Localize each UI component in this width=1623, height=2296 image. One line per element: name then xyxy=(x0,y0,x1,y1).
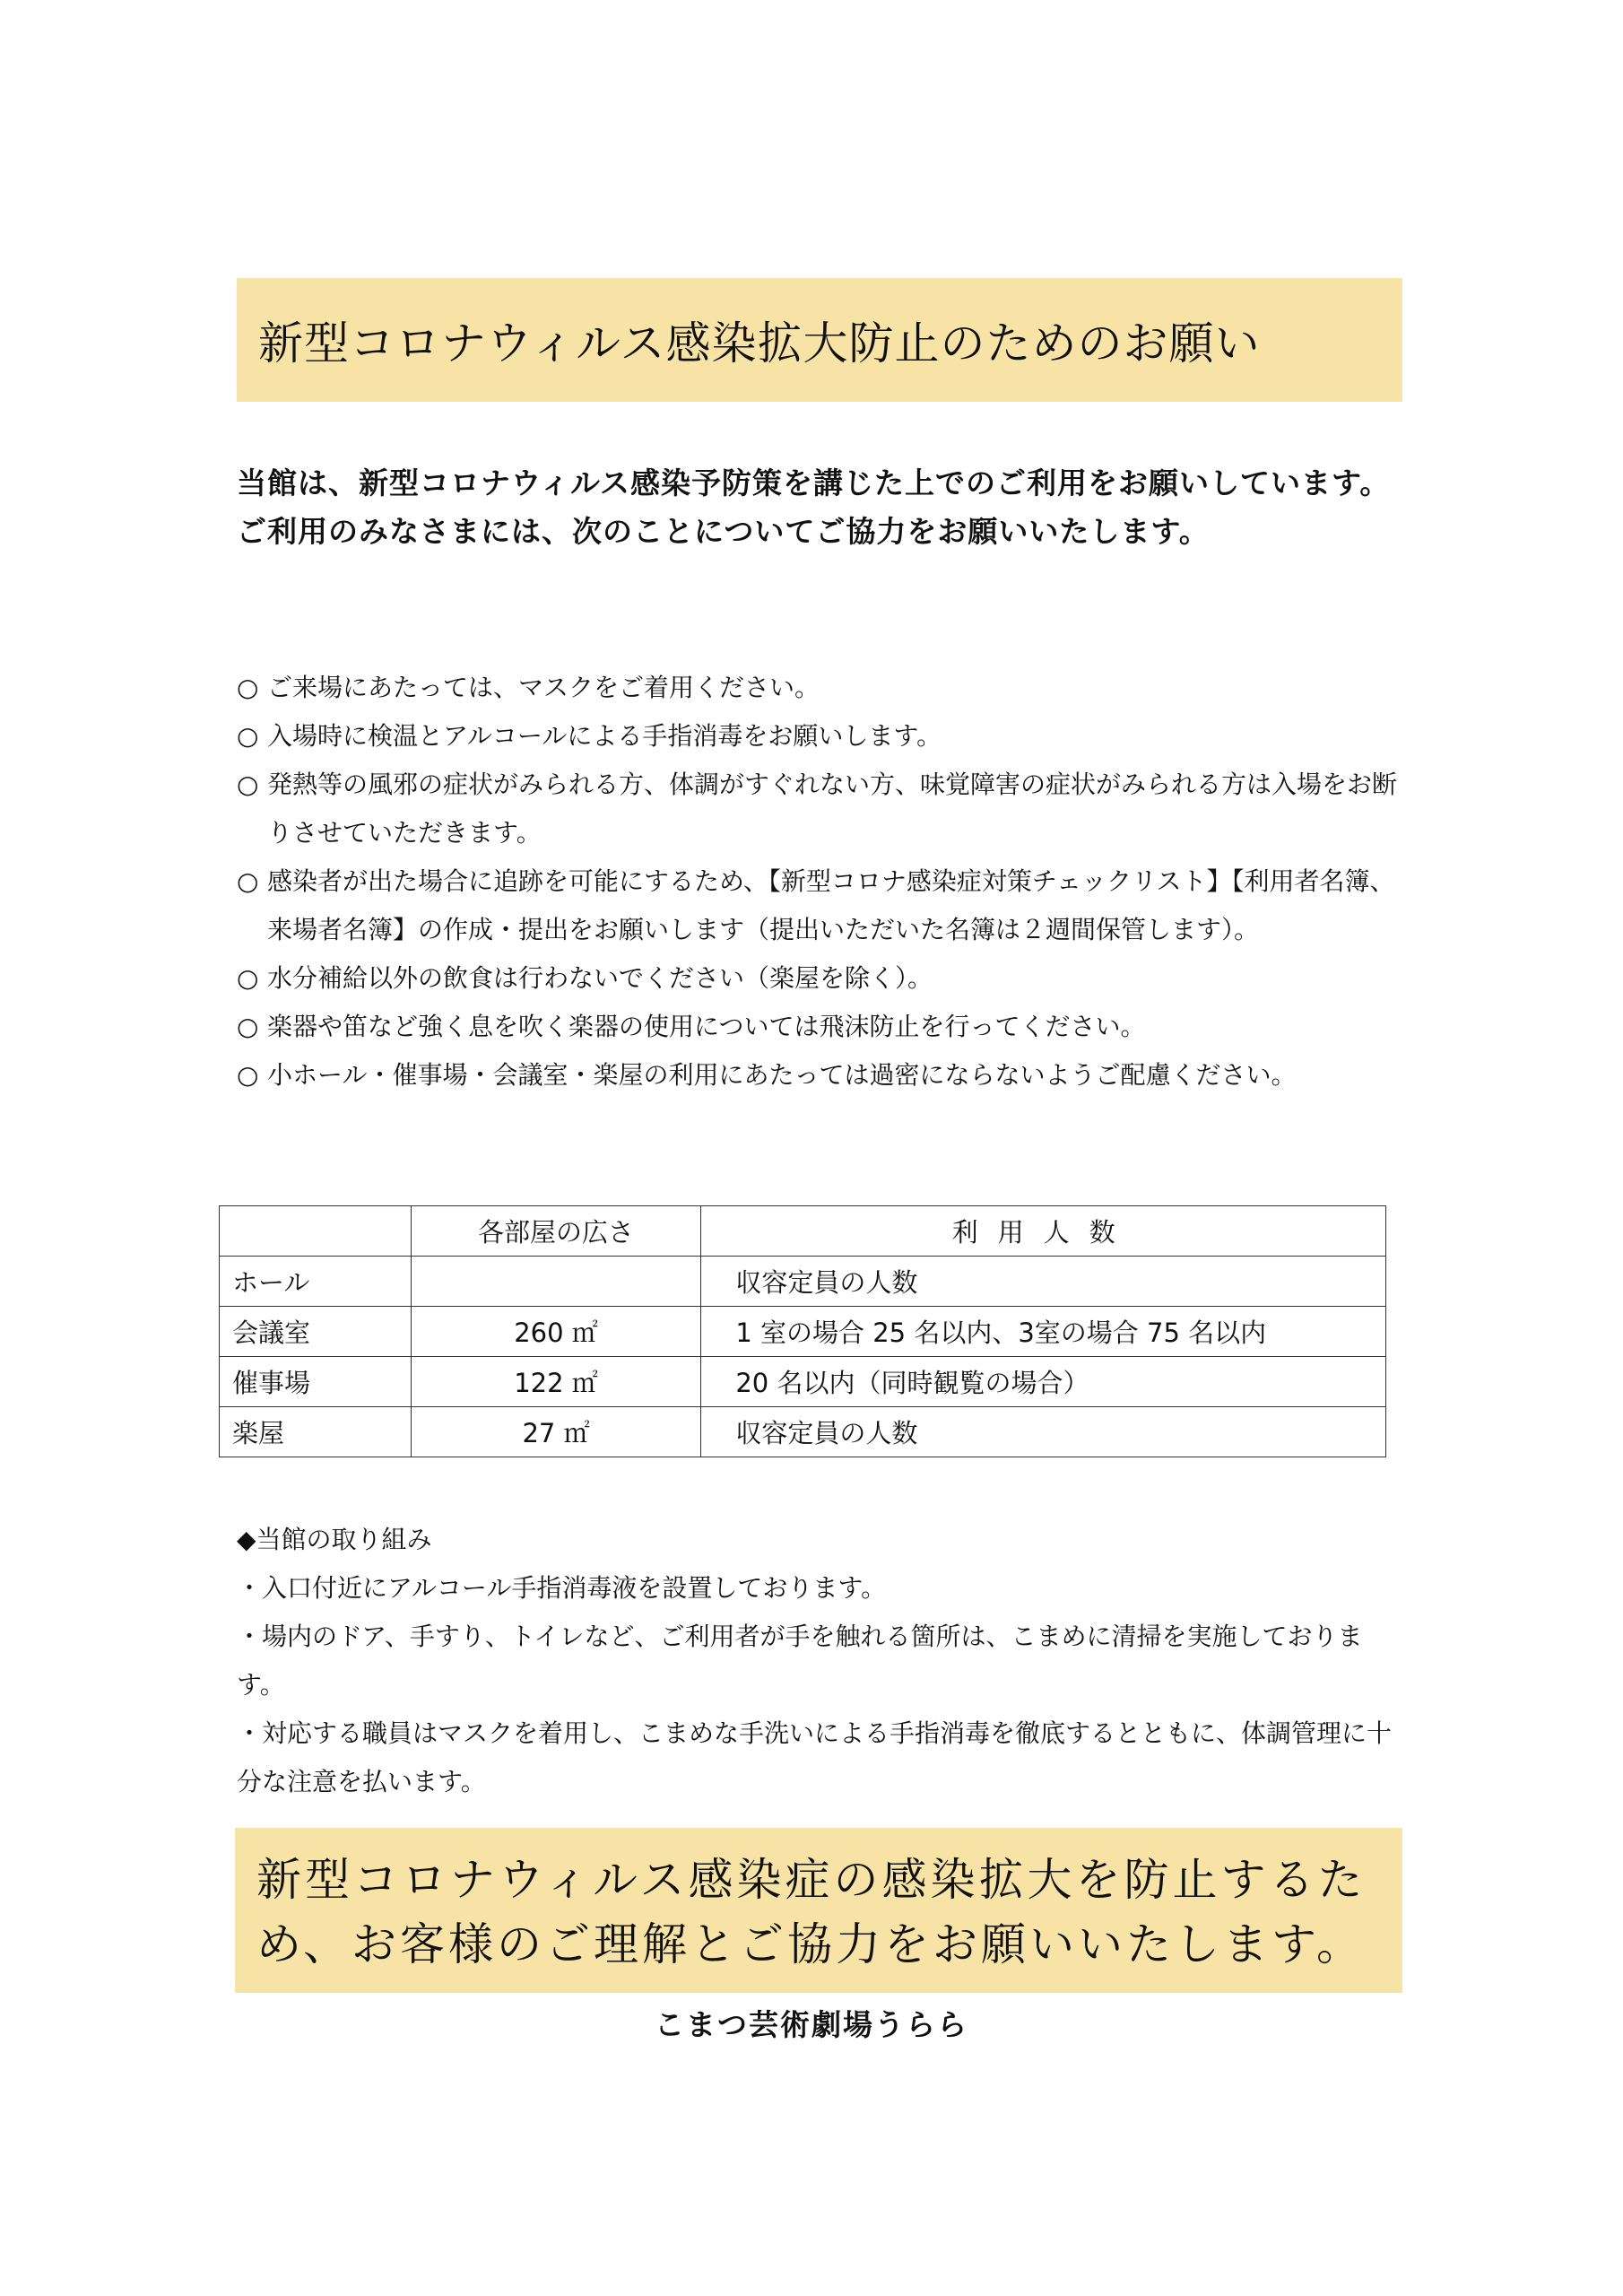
intro-paragraph: ご利用のみなさまには、次のことについてご協力をお願いいたします。 xyxy=(237,514,1210,549)
closing-banner xyxy=(235,1828,1402,1993)
circle-bullet-icon: ○ xyxy=(237,770,259,799)
room-capacity-table xyxy=(219,1205,1386,1457)
table-row xyxy=(220,1407,1386,1457)
closing-message: 新型コロナウィルス感染症の感染拡大を防止するため、お客様のご理解とご協力をお願いいたします。 xyxy=(256,1854,1367,1970)
page-title: 新型コロナウィルス感染拡大防止のためのお願い xyxy=(258,317,1261,370)
list-item: ○ 入場時に検温とアルコールによる手指消毒をお願いします。 xyxy=(237,712,1411,761)
table-row xyxy=(220,1257,1386,1307)
circle-bullet-icon: ○ xyxy=(237,963,259,993)
circle-bullet-icon: ○ xyxy=(237,673,259,702)
room-name: ホール xyxy=(220,1257,412,1307)
room-capacity: 1 室の場合 25 名以内、3室の場合 75 名以内 xyxy=(701,1307,1386,1357)
list-item: ○ 水分補給以外の飲食は行わないでください（楽屋を除く）。 xyxy=(237,954,1411,1003)
intro-paragraph: 当館は、新型コロナウィルス感染予防策を講じた上でのご利用をお願いしています。 xyxy=(237,465,1391,500)
circle-bullet-icon: ○ xyxy=(237,721,259,751)
room-capacity: 20 名以内（同時観覧の場合） xyxy=(701,1357,1386,1407)
room-area xyxy=(411,1257,701,1307)
list-item: ○ 感染者が出た場合に追跡を可能にするため、【新型コロナ感染症対策チェックリスト】【利用者名簿、来場者名簿】の作成・提出をお願いします（提出いただいた名簿は２週間保管します）。 xyxy=(237,857,1411,954)
column-header: 利用人数 xyxy=(701,1206,1386,1257)
table-header-row xyxy=(220,1206,1386,1257)
efforts-list xyxy=(237,1564,1402,1806)
list-item: ○ 小ホール・催事場・会議室・楽屋の利用にあたっては過密にならないようご配慮ください。 xyxy=(237,1051,1411,1100)
table-row xyxy=(220,1307,1386,1357)
room-area: 27 ㎡ xyxy=(411,1407,701,1457)
efforts-section xyxy=(237,1516,1402,1806)
list-item: ・対応する職員はマスクを着用し、こまめな手洗いによる手指消毒を徹底するとともに、体調管理に十分な注意を払います。 xyxy=(237,1718,1393,1796)
circle-bullet-icon: ○ xyxy=(237,1060,259,1090)
title-banner xyxy=(237,278,1402,402)
section-heading: ◆当館の取り組み xyxy=(237,1525,432,1554)
intro-text xyxy=(237,459,1411,556)
room-area: 260 ㎡ xyxy=(411,1307,701,1357)
list-item: ○ ご来場にあたっては、マスクをご着用ください。 xyxy=(237,664,1411,712)
column-header xyxy=(220,1206,412,1257)
list-item: ○ 楽器や笛など強く息を吹く楽器の使用については飛沫防止を行ってください。 xyxy=(237,1003,1411,1051)
list-item: ○ 発熱等の風邪の症状がみられる方、体調がすぐれない方、味覚障害の症状がみられる方は入場をお断りさせていただきます。 xyxy=(237,761,1411,857)
request-list xyxy=(237,664,1411,1100)
list-item: ・場内のドア、手すり、トイレなど、ご利用者が手を触れる箇所は、こまめに清掃を実施しております。 xyxy=(237,1622,1363,1700)
room-name: 楽屋 xyxy=(220,1407,412,1457)
list-item: ・入口付近にアルコール手指消毒液を設置しております。 xyxy=(237,1573,887,1603)
column-header: 各部屋の広さ xyxy=(411,1206,701,1257)
circle-bullet-icon: ○ xyxy=(237,866,259,896)
room-area: 122 ㎡ xyxy=(411,1357,701,1407)
room-name: 催事場 xyxy=(220,1357,412,1407)
table-row xyxy=(220,1357,1386,1407)
organization-name: こまつ芸術劇場うらら xyxy=(655,2007,968,2042)
room-name: 会議室 xyxy=(220,1307,412,1357)
circle-bullet-icon: ○ xyxy=(237,1012,259,1041)
room-capacity: 収容定員の人数 xyxy=(701,1257,1386,1307)
room-capacity: 収容定員の人数 xyxy=(701,1407,1386,1457)
